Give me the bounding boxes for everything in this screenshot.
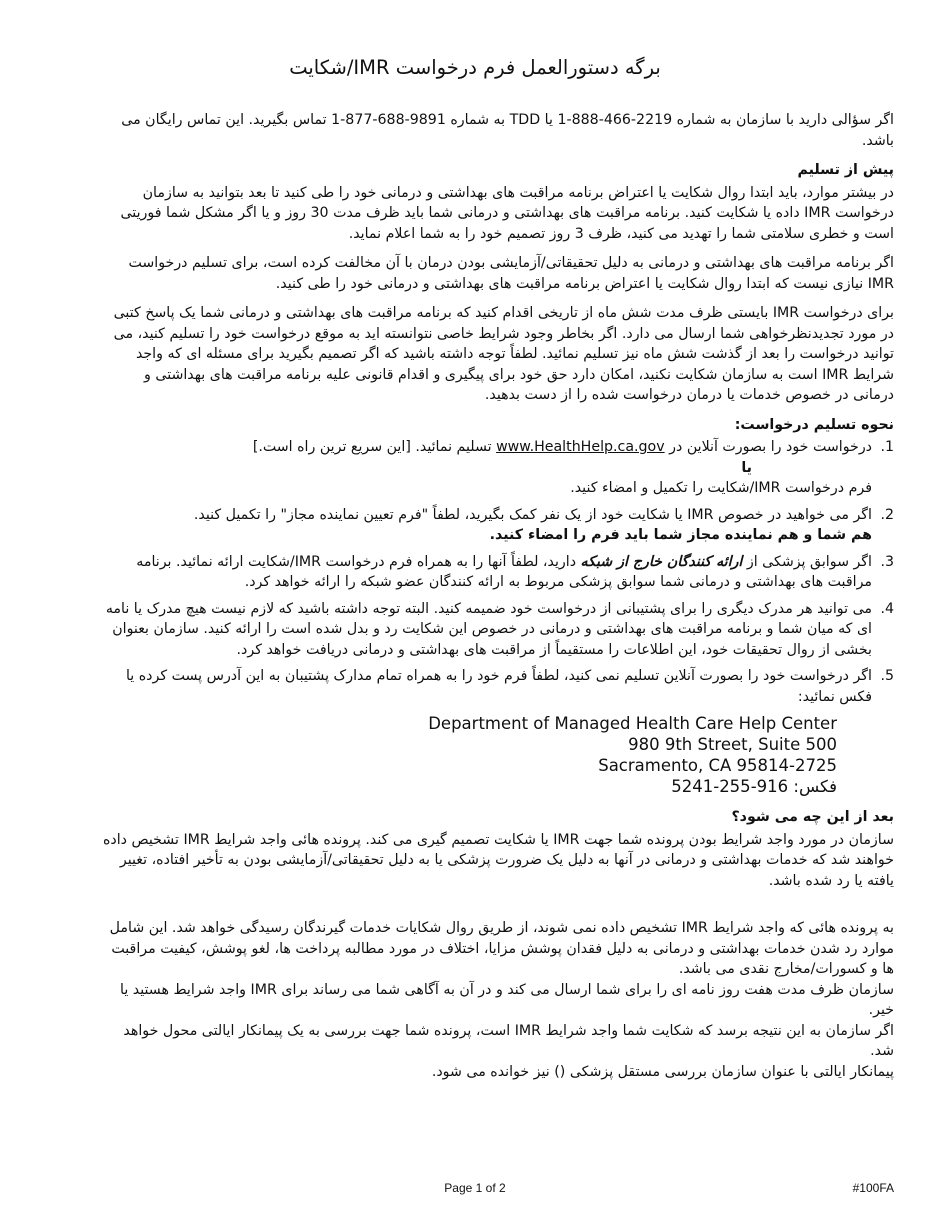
step-3-emphasis: ارائه کنندگان خارج از شبکه	[580, 553, 743, 570]
address-line-1: Department of Managed Health Care Help Center	[428, 714, 837, 733]
step-number: 1.	[880, 439, 894, 455]
step-1-text: درخواست خود را بصورت آنلاین در	[669, 439, 872, 455]
page-number: Page 1 of 2	[444, 1181, 506, 1195]
step-1-text-end: تسلیم نمائید. [این سریع ترین راه است.]	[252, 439, 492, 455]
step-5	[100, 666, 894, 707]
document-body	[100, 110, 894, 1082]
fax-number: فکس: 916-255-5241	[671, 777, 837, 796]
step-3-text-end: دارید، لطفاً آنها را به همراه فرم درخواست IMR/شکایت ارائه نمائید. برنامه مراقبت های بهداشتی و درمانی شما سوابق پزشکی مربوط به ارائه کنندگان عضو شبکه را ارائه خواهد کرد.	[136, 553, 872, 590]
step-3	[100, 552, 894, 593]
step-number: 3.	[880, 553, 894, 570]
step-4-text: می توانید هر مدرک دیگری را برای پشتیبانی از درخواست خود ضمیمه کنید. البته توجه داشته باشید که لازم نیست هیچ مدرک یا نامه ای که میان شما و برنامه مراقبت های بهداشتی و درمانی در خصوص این شکایت رد و بدل شده است را ارائه کنید. سازمان بعنوان بخشی از روال تحقیقات خود، این اطلاعات را مستقیماً از مراقبت های بهداشتی و درمانی دریافت خواهد کرد.	[105, 600, 872, 658]
after-paragraph-5: پیمانکار ایالتی با عنوان سازمان بررسی مستقل پزشکی () نیز خوانده می شود.	[431, 1063, 894, 1080]
how-heading: نحوه تسلیم درخواست:	[734, 416, 894, 433]
before-paragraph-3: برای درخواست IMR بایستی ظرف مدت شش ماه از تاریخی اقدام کنید که برنامه مراقبت های بهداشتی و درمانی شما یک پاسخ کتبی در مورد تجدیدنظرخواهی شما ارسال می دارد. اگر بخاطر وجود شرایط خاصی نتوانسته اید به موقع درخواست خود را تسلیم کنید، می توانید درخواست را بعد از گذشت شش ماه نیز تسلیم نمائید. لطفاً توجه داشته باشید که اگر تصمیم بگیرید برای مسئله ای که واجد شرایط IMR است به سازمان شکایت نکنید، امکان دارد حق خود برای پیگیری و اقدام قانونی علیه برنامه مراقبت های بهداشتی و درمانی در خصوص خدمات یا درمان درخواست شده را از دست بدهید.	[113, 305, 894, 403]
page-title: برگه دستورالعمل فرم درخواست IMR/شکایت	[289, 56, 661, 79]
healthhelp-link[interactable]: www.HealthHelp.ca.gov	[496, 439, 665, 455]
after-paragraph-1: سازمان در مورد واجد شرایط بودن پرونده شما جهت IMR یا شکایت تصمیم گیری می کند. پرونده هائی واجد شرایط IMR تشخیص داده خواهند شد که خدمات بهداشتی و درمانی در آنها به دلیل یک ضرورت پزشکی یا به دلیل تحقیقاتی/آزمایشی بودن به تأخیر افتاده، تغییر یافته یا رد شده باشد.	[102, 831, 894, 889]
after-paragraph-3: سازمان ظرف مدت هفت روز نامه ای را برای شما ارسال می کند و در آن به آگاهی شما می رساند برای IMR واجد شرایط هستید یا خیر.	[120, 981, 894, 1018]
step-number: 4.	[880, 600, 894, 617]
mailing-address	[100, 713, 837, 797]
intro-paragraph: اگر سؤالی دارید با سازمان به شماره 2219-466-888-1 یا TDD به شماره 9891-688-877-1 تماس بگیرید. این تماس رایگان می باشد.	[121, 112, 894, 149]
step-2-text: اگر می خواهید در خصوص IMR یا شکایت خود از یک نفر کمک بگیرید، لطفاً "فرم تعیین نماینده مجاز" را تکمیل کنید.	[193, 506, 872, 523]
step-3-text: اگر سوابق پزشکی از	[746, 553, 872, 570]
form-code: #100FA	[852, 1181, 894, 1195]
step-2-bold-text: هم شما و هم نماینده مجاز شما باید فرم را امضاء کنید.	[489, 527, 872, 543]
after-heading: بعد از این چه می شود؟	[731, 809, 894, 825]
after-paragraph-2: به پرونده هائی که واجد شرایط IMR تشخیص داده نمی شوند، از طریق روال شکایات خدمات گیرندگان رسیدگی خواهد شد. این شامل موارد رد شدن خدمات بهداشتی و درمانی به دلیل فقدان پوشش مزایا، اختلاف در مورد مطالبه پرداخت ها، لغو پوشش، کیفیت مراقبت ها و کسورات/مخارج نقدی می باشد.	[109, 920, 894, 977]
before-paragraph-1: در بیشتر موارد، باید ابتدا روال شکایت یا اعتراض برنامه مراقبت های بهداشتی و درمانی خود را طی کنید تا بعد بتوانید به سازمان درخواست IMR داده یا شکایت کنید. برنامه مراقبت های بهداشتی و درمانی شما باید ظرف مدت 30 روز و یا اگر مشکل شما فوریتی است و خطری سلامتی شما را تهدید می کنید، ظرف 3 روز تصمیم خود را به شما اعلام نماید.	[120, 184, 894, 242]
after-paragraph-4: اگر سازمان به این نتیجه برسد که شکایت شما واجد شرایط IMR است، پرونده شما جهت بررسی به یک پیمانکار ایالتی محول خواهد شد.	[123, 1022, 894, 1059]
before-paragraph-2: اگر برنامه مراقبت های بهداشتی و درمانی به دلیل تحقیقاتی/آزمایشی بودن درمان با آن مخالفت کرده است، برای تسلیم درخواست IMR نیازی نیست که ابتدا روال شکایت یا اعتراض برنامه مراقبت های بهداشتی و درمانی خود را طی کنید.	[128, 255, 894, 292]
step-5-text: اگر درخواست خود را بصورت آنلاین تسلیم نمی کنید، لطفاً فرم خود را به همراه تمام مدارک پشتیبان به این آدرس پست کرده یا فکس نمائید:	[125, 668, 872, 705]
or-label: یا	[741, 459, 752, 476]
address-line-3: Sacramento, CA 95814-2725	[598, 756, 837, 775]
before-heading: پیش از تسلیم	[797, 162, 894, 178]
address-line-2: 980 9th Street, Suite 500	[628, 735, 837, 754]
step-1	[100, 437, 894, 499]
step-number: 2.	[880, 506, 894, 523]
step-4	[100, 599, 894, 661]
step-number: 5.	[880, 668, 894, 684]
step-2	[100, 505, 894, 546]
spacer	[100, 900, 894, 918]
step-1-form-text: فرم درخواست IMR/شکایت را تکمیل و امضاء کنید.	[570, 480, 872, 496]
